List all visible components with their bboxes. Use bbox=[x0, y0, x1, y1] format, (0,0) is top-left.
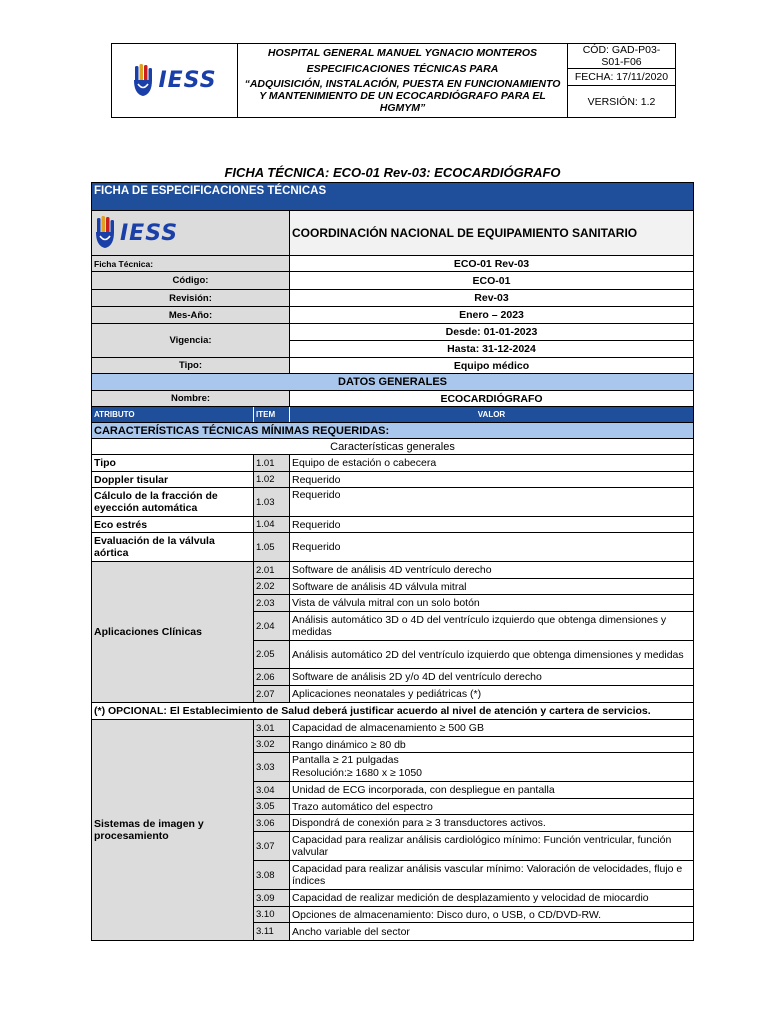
table-row: 3.03 Pantalla ≥ 21 pulgadas Resolución:≥ 1680 x ≥ 1050 bbox=[254, 753, 693, 782]
col-val: VALOR bbox=[477, 410, 506, 419]
hand-icon bbox=[132, 64, 154, 98]
revision-value: Rev-03 bbox=[474, 292, 509, 304]
doc-code: CÓD: GAD-P03-S01-F06 bbox=[568, 44, 675, 69]
table-row: 2.06 Software de análisis 2D y/o 4D del ventrículo derecho bbox=[254, 669, 693, 686]
table-row: Cálculo de la fracción de eyección automática 1.03 Requerido bbox=[92, 488, 693, 517]
codigo-value: ECO-01 bbox=[472, 274, 511, 287]
sheet-banner: FICHA DE ESPECIFICACIONES TÉCNICAS bbox=[92, 183, 693, 211]
ficha-row bbox=[92, 256, 693, 272]
ficha-label: Ficha Técnica: bbox=[92, 256, 290, 271]
vigencia-desde: Desde: 01-01-2023 bbox=[290, 324, 693, 341]
table-row: 3.09 Capacidad de realizar medición de desplazamiento y velocidad de miocardio bbox=[254, 890, 693, 907]
clinical-group bbox=[92, 562, 693, 703]
spec-line: ESPECIFICACIONES TÉCNICAS PARA bbox=[306, 63, 499, 76]
clinical-label: Aplicaciones Clínicas bbox=[92, 562, 254, 702]
table-row: 3.04 Unidad de ECG incorporada, con despliegue en pantalla bbox=[254, 782, 693, 799]
iess-logo bbox=[132, 64, 216, 98]
nombre-value: ECOCARDIÓGRAFO bbox=[440, 392, 543, 405]
table-row: Eco estrés 1.04 Requerido bbox=[92, 517, 693, 533]
hospital-name: HOSPITAL GENERAL MANUEL YGNACIO MONTEROS bbox=[267, 47, 538, 60]
tipo-row bbox=[92, 358, 693, 374]
vigencia-row bbox=[92, 324, 693, 358]
mesanio-row bbox=[92, 307, 693, 324]
table-row: Tipo 1.01 Equipo de estación o cabecera bbox=[92, 455, 693, 472]
codigo-label: Código: bbox=[92, 272, 290, 289]
coordination-row bbox=[92, 211, 693, 256]
table-row: Evaluación de la válvula aórtica 1.05 Requerido bbox=[92, 533, 693, 562]
vigencia-hasta: Hasta: 31-12-2024 bbox=[447, 343, 536, 355]
document-header bbox=[111, 43, 676, 118]
table-row: 2.07 Aplicaciones neonatales y pediátricas (*) bbox=[256, 688, 482, 700]
document-title: FICHA TÉCNICA: ECO-01 Rev-03: ECOCARDIÓGRAFO bbox=[224, 165, 561, 180]
imaging-label: Sistemas de imagen y procesamiento bbox=[92, 720, 254, 940]
logo-text: IESS bbox=[158, 68, 217, 93]
revision-label: Revisión: bbox=[92, 290, 290, 306]
coordination-title: COORDINACIÓN NACIONAL DE EQUIPAMIENTO SANITARIO bbox=[290, 211, 693, 255]
table-row: 2.02 Software de análisis 4D válvula mitral bbox=[254, 579, 693, 595]
revision-row bbox=[92, 290, 693, 307]
tipo-label: Tipo: bbox=[92, 358, 290, 373]
gen-chars-heading: Características generales bbox=[92, 439, 693, 455]
table-row: 3.02 Rango dinámico ≥ 80 db bbox=[254, 737, 693, 753]
header-title-block bbox=[238, 44, 568, 117]
doc-version: VERSIÓN: 1.2 bbox=[587, 95, 656, 108]
sheet-logo bbox=[92, 211, 290, 255]
table-row: 3.08 Capacidad para realizar análisis vascular mínimo: Valoración de velocidades, flujo e índices bbox=[254, 861, 693, 890]
col-item: ITEM bbox=[254, 407, 290, 422]
table-row: 3.11 Ancho variable del sector bbox=[254, 923, 693, 940]
table-row: 3.07 Capacidad para realizar análisis cardiológico mínimo: Función ventricular, función valvular bbox=[254, 832, 693, 861]
nombre-label: Nombre: bbox=[92, 391, 290, 406]
col-attr: ATRIBUTO bbox=[92, 407, 254, 422]
table-row: 2.04 Análisis automático 3D o 4D del ventrículo izquierdo que obtenga dimensiones y medidas bbox=[254, 612, 693, 641]
codigo-row bbox=[92, 272, 693, 290]
table-row: 3.10 Opciones de almacenamiento: Disco duro, o USB, o CD/DVD-RW. bbox=[254, 907, 693, 923]
header-logo bbox=[112, 44, 238, 117]
ficha-value: ECO-01 Rev-03 bbox=[453, 257, 530, 270]
mesanio-value: Enero – 2023 bbox=[459, 309, 524, 321]
table-row: 2.01 Software de análisis 4D ventrículo derecho bbox=[254, 562, 693, 579]
logo-text: IESS bbox=[120, 220, 179, 246]
table-row: Doppler tisular 1.02 Requerido bbox=[92, 472, 693, 488]
table-row: 3.06 Dispondrá de conexión para ≥ 3 transductores activos. bbox=[254, 815, 693, 832]
spec-sheet bbox=[91, 182, 694, 941]
nombre-row bbox=[92, 391, 693, 407]
column-headers bbox=[92, 407, 693, 423]
header-meta bbox=[568, 44, 675, 117]
project-title: “ADQUISICIÓN, INSTALACIÓN, PUESTA EN FUNCIONAMIENTO Y MANTENIMIENTO DE UN ECOCARDIÓGRAFO PARA EL HGMYM” bbox=[244, 77, 561, 114]
tipo-value: Equipo médico bbox=[453, 359, 530, 372]
optional-note: (*) OPCIONAL: El Establecimiento de Salud deberá justificar acuerdo al nivel de atención y cartera de servicios. bbox=[92, 703, 693, 720]
table-row: 2.05 Análisis automático 2D del ventrículo izquierdo que obtenga dimensiones y medidas bbox=[254, 641, 693, 669]
datos-generales: DATOS GENERALES bbox=[92, 374, 693, 391]
mesanio-label: Mes-Año: bbox=[92, 307, 290, 323]
doc-date: FECHA: 17/11/2020 bbox=[568, 69, 675, 86]
min-req-heading: CARACTERÍSTICAS TÉCNICAS MÍNIMAS REQUERIDAS: bbox=[92, 423, 693, 439]
imaging-group bbox=[92, 720, 693, 940]
table-row: 2.03 Vista de válvula mitral con un solo botón bbox=[254, 595, 693, 612]
vigencia-label: Vigencia: bbox=[92, 324, 290, 357]
hand-icon bbox=[94, 216, 116, 250]
table-row: 3.05 Trazo automático del espectro bbox=[254, 799, 693, 815]
table-row: 3.01 Capacidad de almacenamiento ≥ 500 GB bbox=[254, 720, 693, 737]
